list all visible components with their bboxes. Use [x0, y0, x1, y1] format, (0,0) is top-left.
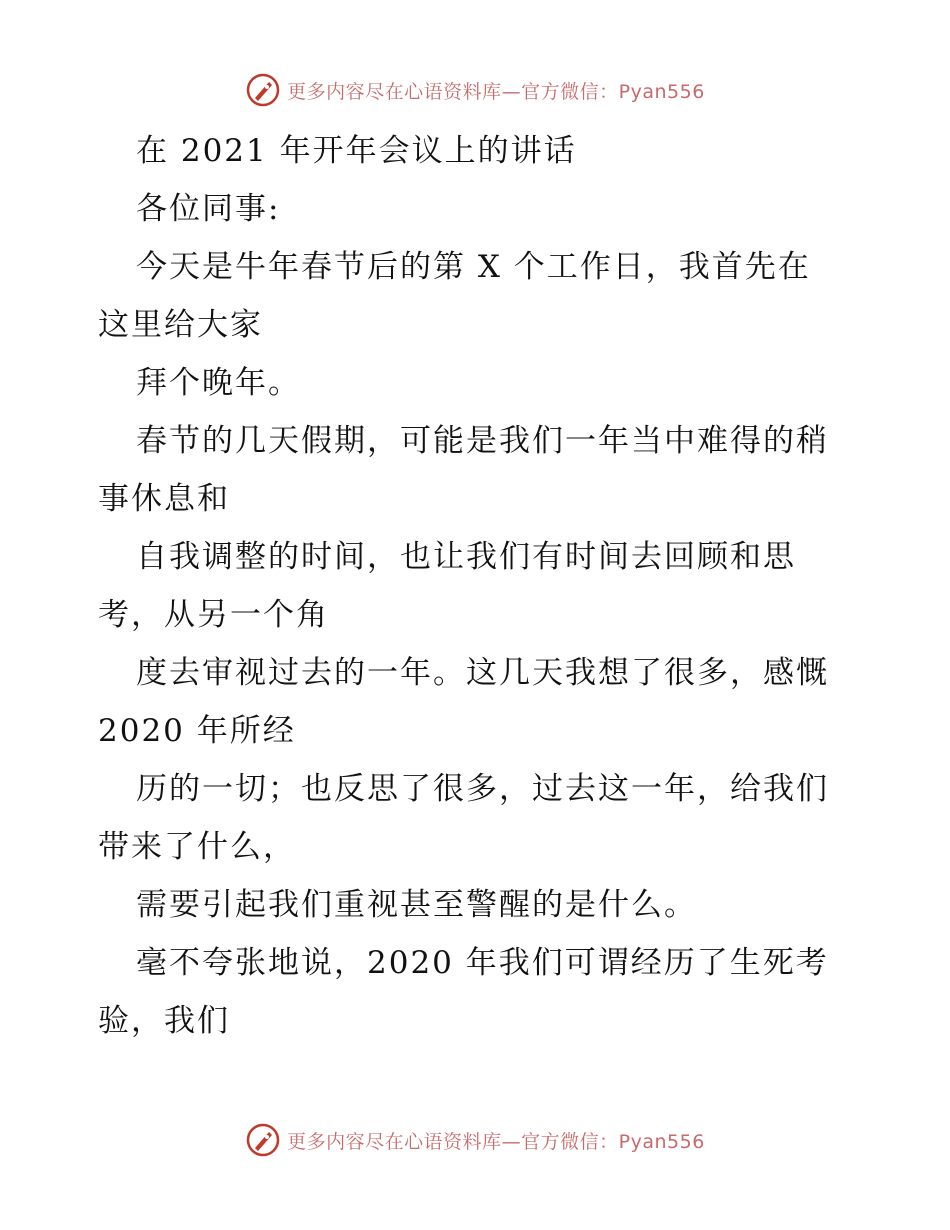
text-line: 自我调整的时间，也让我们有时间去回顾和思 — [136, 539, 796, 575]
text-line: 带来了什么， — [98, 829, 296, 865]
speech-body — [98, 122, 858, 1050]
text-line: 度去审视过去的一年。这几天我想了很多，感慨 — [136, 655, 829, 691]
watermark-text: 更多内容尽在心语资料库—官方微信：Pyan556 — [287, 1130, 705, 1153]
speech-title: 在 2021 年开年会议上的讲话 — [136, 133, 577, 169]
text-line: 拜个晚年。 — [136, 365, 301, 401]
header-watermark-banner — [0, 70, 950, 110]
text-line: 这里给大家 — [98, 307, 263, 343]
text-line: 今天是牛年春节后的第 X 个工作日，我首先在 — [136, 249, 811, 285]
footer-watermark-banner — [0, 1120, 950, 1160]
text-line: 2020 年所经 — [98, 713, 296, 749]
text-line: 验，我们 — [98, 1003, 230, 1039]
text-line: 需要引起我们重视甚至警醒的是什么。 — [136, 887, 697, 923]
greeting-line: 各位同事: — [136, 191, 281, 227]
pen-nib-logo-icon — [245, 1122, 281, 1158]
pen-nib-logo-icon — [245, 72, 281, 108]
text-line: 春节的几天假期，可能是我们一年当中难得的稍 — [136, 423, 829, 459]
text-line: 事休息和 — [98, 481, 230, 517]
text-line: 考，从另一个角 — [98, 597, 329, 633]
text-line: 毫不夸张地说，2020 年我们可谓经历了生死考 — [136, 945, 829, 981]
text-line: 历的一切；也反思了很多，过去这一年，给我们 — [136, 771, 829, 807]
watermark-text: 更多内容尽在心语资料库—官方微信：Pyan556 — [287, 80, 705, 103]
